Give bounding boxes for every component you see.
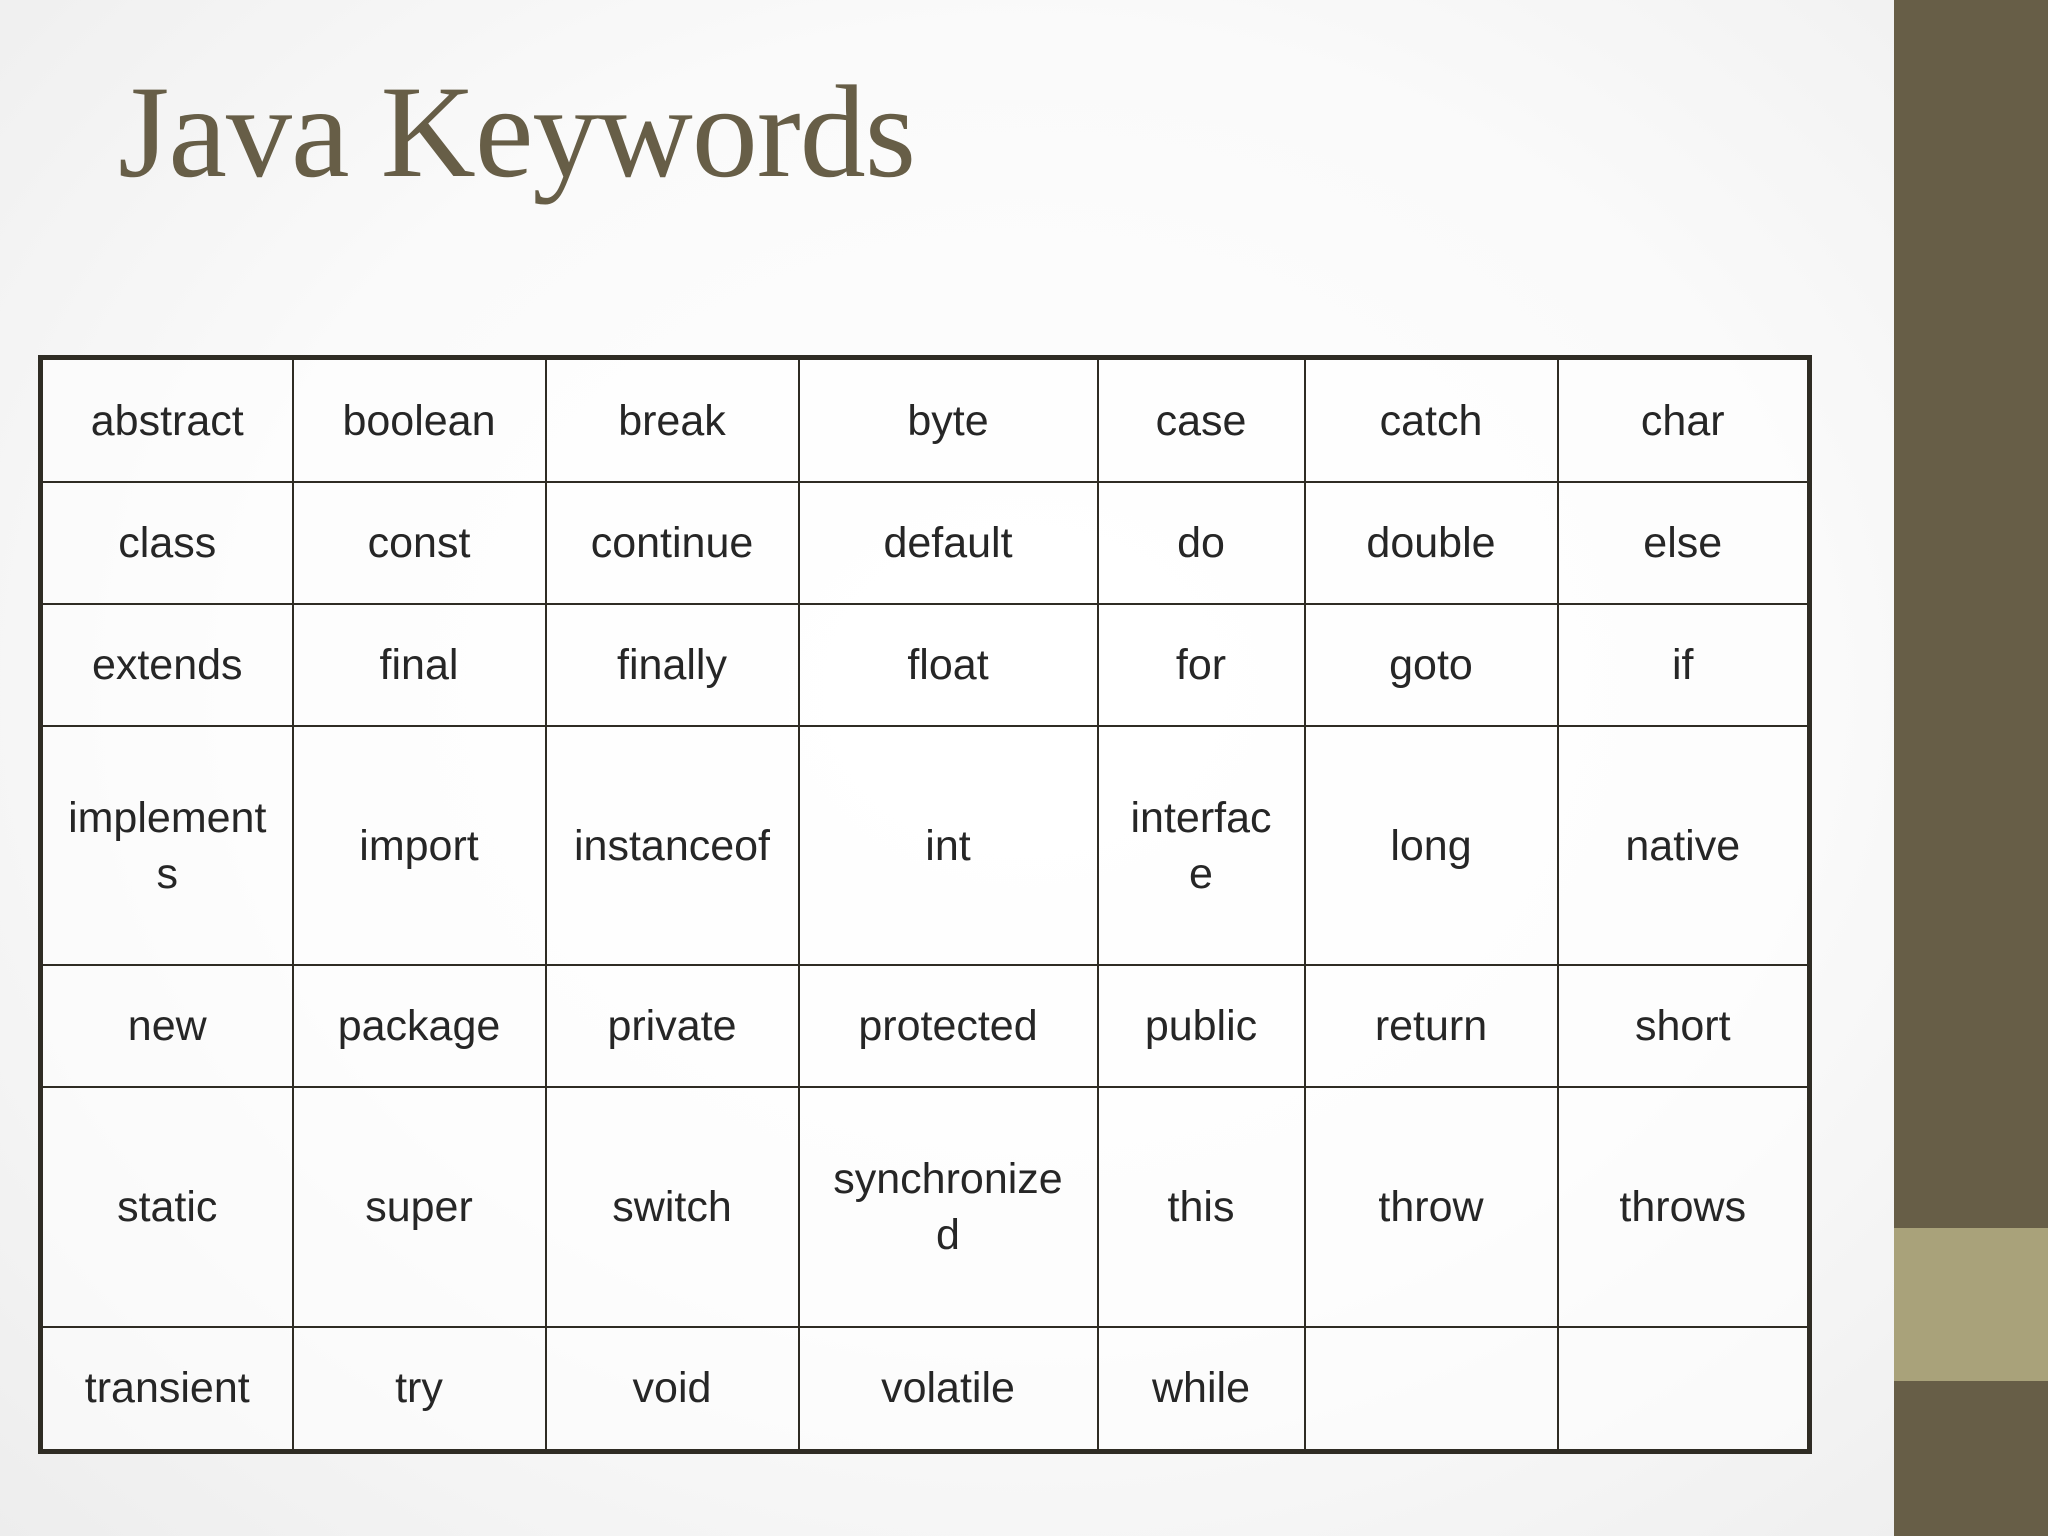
keyword-cell: catch [1305, 358, 1558, 483]
keyword-cell: int [799, 726, 1098, 965]
keyword-cell: package [293, 965, 546, 1087]
keyword-cell: public [1098, 965, 1305, 1087]
table-row [41, 1327, 1810, 1452]
keyword-cell: for [1098, 604, 1305, 726]
keyword-cell: new [41, 965, 293, 1087]
keyword-cell: native [1558, 726, 1810, 965]
keyword-cell: super [293, 1087, 546, 1326]
keyword-cell: final [293, 604, 546, 726]
keyword-cell: implement s [41, 726, 293, 965]
keyword-cell: else [1558, 482, 1810, 604]
table-row [41, 1087, 1810, 1326]
keyword-cell: import [293, 726, 546, 965]
keywords-table [38, 355, 1812, 1454]
keyword-cell: instanceof [546, 726, 799, 965]
keyword-cell: if [1558, 604, 1810, 726]
keyword-cell: throw [1305, 1087, 1558, 1326]
table-row [41, 604, 1810, 726]
keyword-cell: finally [546, 604, 799, 726]
keyword-cell: char [1558, 358, 1810, 483]
keyword-cell: abstract [41, 358, 293, 483]
keyword-cell: double [1305, 482, 1558, 604]
keyword-cell: this [1098, 1087, 1305, 1326]
keyword-cell: volatile [799, 1327, 1098, 1452]
keyword-cell: goto [1305, 604, 1558, 726]
keyword-cell: const [293, 482, 546, 604]
keyword-cell: continue [546, 482, 799, 604]
keyword-cell: do [1098, 482, 1305, 604]
keyword-cell: throws [1558, 1087, 1810, 1326]
table-row [41, 482, 1810, 604]
keyword-cell: class [41, 482, 293, 604]
keyword-cell: return [1305, 965, 1558, 1087]
table-row [41, 965, 1810, 1087]
keyword-cell: void [546, 1327, 799, 1452]
side-accent-block [1894, 1228, 2048, 1381]
slide-title: Java Keywords [118, 58, 916, 205]
keyword-cell: while [1098, 1327, 1305, 1452]
keyword-cell: break [546, 358, 799, 483]
keyword-cell [1558, 1327, 1810, 1452]
keyword-cell: private [546, 965, 799, 1087]
table-row [41, 726, 1810, 965]
keyword-cell: static [41, 1087, 293, 1326]
keyword-cell [1305, 1327, 1558, 1452]
keyword-cell: try [293, 1327, 546, 1452]
keyword-cell: default [799, 482, 1098, 604]
keyword-cell: short [1558, 965, 1810, 1087]
keyword-cell: extends [41, 604, 293, 726]
keyword-cell: protected [799, 965, 1098, 1087]
keyword-cell: boolean [293, 358, 546, 483]
keyword-cell: byte [799, 358, 1098, 483]
keyword-cell: synchronize d [799, 1087, 1098, 1326]
keyword-cell: float [799, 604, 1098, 726]
keyword-cell: switch [546, 1087, 799, 1326]
keyword-cell: transient [41, 1327, 293, 1452]
keyword-cell: interfac e [1098, 726, 1305, 965]
keyword-cell: long [1305, 726, 1558, 965]
keyword-cell: case [1098, 358, 1305, 483]
table-row [41, 358, 1810, 483]
